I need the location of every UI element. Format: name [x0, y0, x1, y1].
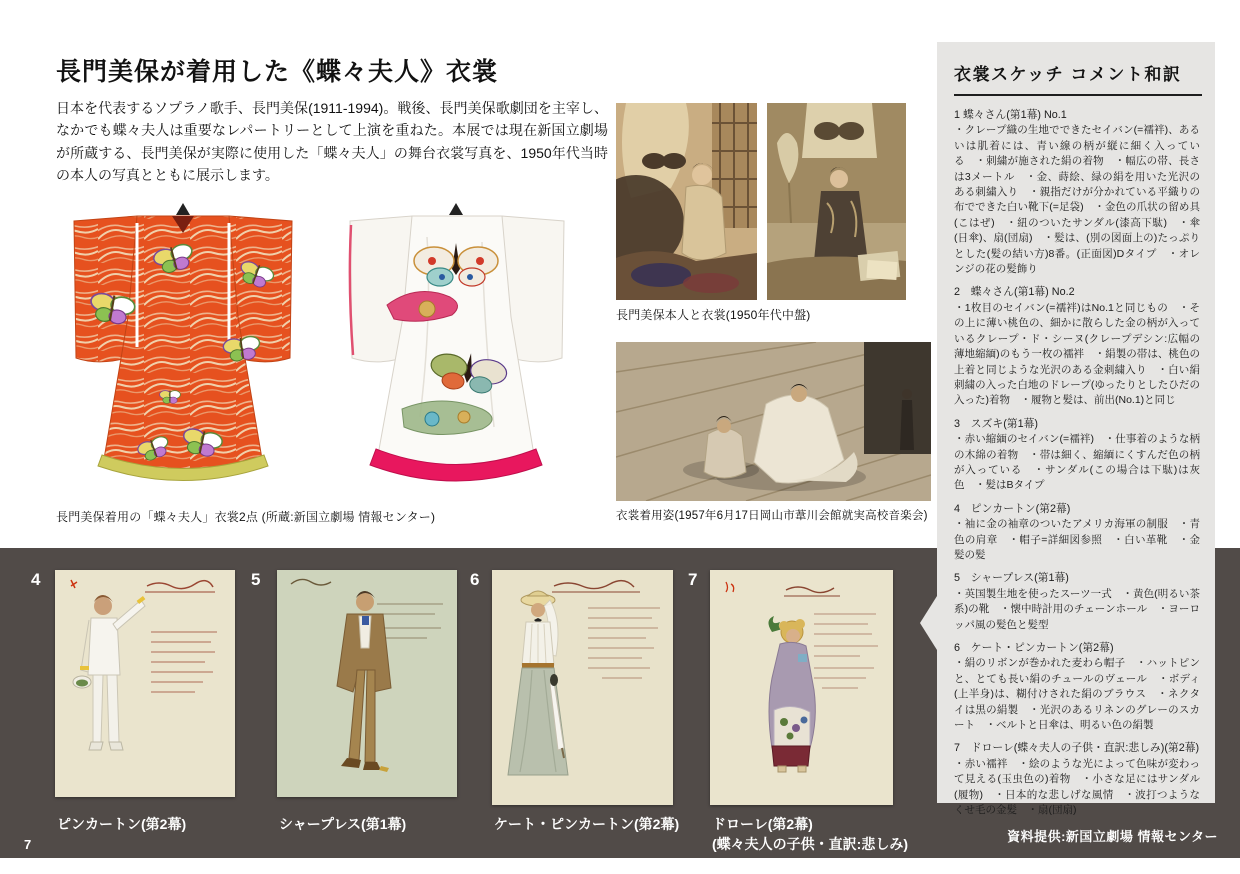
hanger-peg-icon [449, 203, 463, 215]
sketch-caption-line: ケート・ピンカートン(第2幕) [494, 816, 680, 832]
sketch-pinkerton-image [55, 570, 235, 797]
section-body: ・袖に金の袖章のついたアメリカ海軍の制服 ・青色の肩章 ・帽子=詳細図参照 ・白い革靴 ・金髪の髪 [954, 518, 1200, 561]
photo-pair-caption: 長門美保本人と衣裳(1950年代中盤) [616, 308, 811, 322]
sidebar-rule [954, 94, 1202, 96]
credit-line: 資料提供:新国立劇場 情報センター [1007, 829, 1218, 844]
sidebar-section-2 [954, 285, 1200, 408]
section-body: ・英国製生地を使ったスーツ一式 ・黄色(明るい茶系)の靴 ・懐中時計用のチェーンホール ・ヨーロッパ風の髪色と髪型 [954, 587, 1200, 631]
sketch-number-5: 5 [251, 570, 261, 589]
sketch-number-7: 7 [688, 570, 698, 589]
intro-text: 日本を代表するソプラノ歌手、長門美保(1911-1994)。戦後、長門美保歌劇団を主宰し、なかでも蝶々夫人は重要なレパートリーとして上演を重ねた。本展では現在新国立劇場が所蔵する、長門美保が実際に使用した「蝶々夫人」の舞台衣裳写真を、1950年代当時の本人の写真とともに展示します。 [56, 100, 608, 184]
section-body: ・赤い襦袢 ・絵のような光によって色味が変わって見える(玉虫色の)着物 ・小さな足にはサンダル(履物) ・日本的な悲しげな風情 ・波打つようなくせ毛の金髪 ・扇(団扇) [954, 757, 1200, 817]
sketch-dolore-image [710, 570, 893, 805]
kimono-photos [52, 197, 582, 499]
sidebar-section-5 [954, 571, 1200, 633]
section-body: ・1枚目のセイバン(=襦袢)はNo.1と同じもの ・その上に薄い桃色の、細かに散らした金の柄が入っているクレープ・ド・シーヌ(クレープデシン:広幅の薄地縮緬)のもう一枚の襦袢 ・絹製の帯は、桃色の上着と同じような光沢のある金刺繍入り ・白い絹刺繍の入った白地のドレープ(ゆったりとしたひだの入った)着物 ・履物と髪は、前出(No.1)と同じ [954, 301, 1200, 407]
page-number: 7 [24, 837, 32, 852]
sidebar-panel [937, 42, 1215, 817]
sidebar-section-4 [954, 502, 1200, 564]
nagato-photo-right [767, 103, 906, 300]
orange-kimono-image [52, 197, 314, 499]
nagato-photo-left [616, 103, 757, 300]
section-heading: 5 シャープレス(第1幕) [954, 572, 1069, 585]
section-body: ・赤い縮緬のセイバン(=襦袢) ・仕事着のような柄の木綿の着物 ・帯は細く、縮緬にくすんだ色の柄が入っている ・サンダル(この場合は下駄)は灰色 ・髪はBタイプ [954, 433, 1200, 492]
section-heading: 7 ドローレ(蝶々夫人の子供・直訳:悲しみ)(第2幕) [954, 742, 1200, 755]
sketch-caption-kate [494, 814, 679, 834]
kimono-caption: 長門美保着用の「蝶々夫人」衣裳2点 (所蔵:新国立劇場 情報センター) [56, 510, 436, 524]
page-title: 長門美保が着用した《蝶々夫人》衣裳 [56, 58, 499, 86]
sketch-sharpless-image [277, 570, 457, 797]
sidebar-section-6 [954, 641, 1200, 733]
sidebar-section-1 [954, 108, 1200, 277]
section-heading: 6 ケート・ピンカートン(第2幕) [954, 642, 1114, 654]
sidebar-section-3 [954, 417, 1200, 494]
sketch-kate-pinkerton-image [492, 570, 673, 805]
sidebar-title: 衣裳スケッチ コメント和訳 [954, 65, 1182, 84]
sketch-caption-line: ドローレ(第2幕) [712, 816, 813, 832]
section-heading: 1 蝶々さん(第1幕) No.1 [954, 109, 1067, 121]
section-body: ・クレープ織の生地でできたセイバン(=襦袢)、あるいは肌着には、青い線の柄が縦に細く入っている ・刺繍が施された絹の着物 ・幅広の帯、長さは3メートル ・金、蒔絵、緑の絹を用いた光沢のある刺繍入り ・親指だけが分かれている平織りの布でできた白い靴下(=足袋) ・金色の爪状の留め具(こはぜ) ・紐のついたサンダル(漆高下駄) ・傘(日傘)、扇(団扇) ・髪は、(別の図面上の)たっぷりとした(髪の結い方)8番。(正面図)Dタイプ ・オレンジの花の髪飾り [954, 124, 1200, 276]
section-heading: 3 スズキ(第1幕) [954, 417, 1038, 430]
sketch-number-4: 4 [31, 570, 41, 589]
sketch-caption-pinkerton [57, 814, 186, 834]
sketch-number-6: 6 [470, 570, 480, 589]
sketch-caption-dolore [712, 814, 908, 854]
sidebar-section-7 [954, 741, 1200, 818]
section-heading: 2 蝶々さん(第1幕) No.2 [954, 286, 1075, 299]
sketch-caption-sharpless [279, 814, 406, 834]
section-heading: 4 ピンカートン(第2幕) [954, 502, 1071, 515]
sketch-caption-line: ピンカートン(第2幕) [57, 816, 187, 832]
hanger-peg-icon [176, 203, 190, 215]
stage-photo-caption: 衣裳着用姿(1957年6月17日岡山市葦川会館就実高校音楽会) [616, 510, 928, 522]
sketch-caption-line: シャープレス(第1幕) [279, 816, 407, 832]
triangle-left-icon [920, 596, 937, 650]
sketch-caption-line2: (蝶々夫人の子供・直訳:悲しみ) [712, 836, 908, 852]
stage-photo [616, 342, 931, 501]
white-kimono-image [332, 197, 582, 499]
section-body: ・絹のリボンが巻かれた麦わら帽子 ・ハットピンと、とても長い絹のチュールのヴェール ・ボディ(上半身)は、糊付けされた絹のブラウス ・ネクタイは黒の絹製 ・光沢のあるリネンのグレーのスカート ・ベルトと日傘は、明るい色の絹製 [954, 657, 1200, 732]
